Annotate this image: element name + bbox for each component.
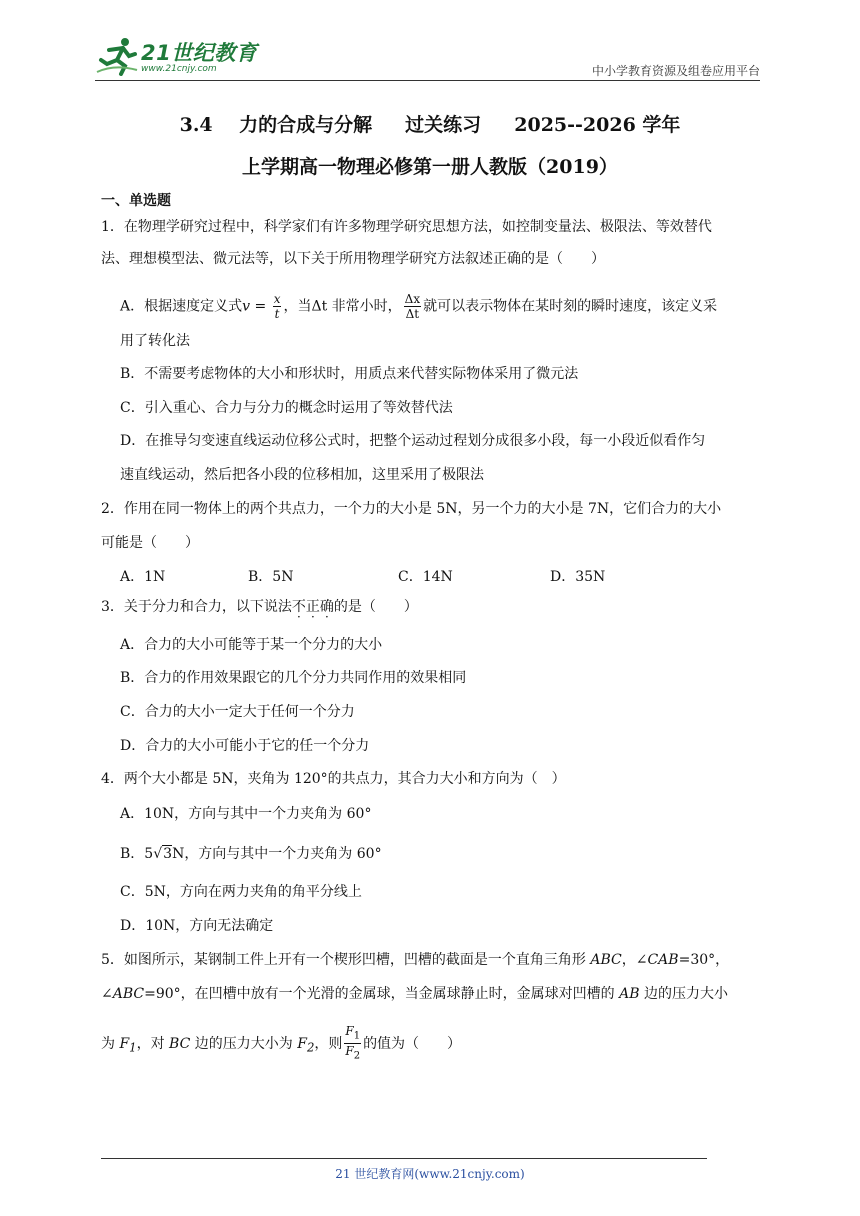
- q5-l3-pre: 为: [101, 1035, 120, 1052]
- q5-l3-f1: F: [119, 1035, 130, 1052]
- q1-a-post: 就可以表示物体在某时刻的瞬时速度，该定义采: [423, 298, 718, 315]
- q5-l3-post: 的值为（ ）: [363, 1035, 462, 1052]
- q1-a-dx: Δx: [404, 292, 421, 306]
- q4-b-label: B．: [120, 846, 145, 862]
- q5-l2-abc: ABC: [112, 986, 145, 1002]
- q5-l3-f2-sub: 2: [306, 1040, 315, 1055]
- q1-a-denominator: t: [274, 307, 280, 321]
- logo-url: www.21cnjy.com: [141, 64, 217, 74]
- q5-stem-line-3: [101, 1024, 461, 1064]
- header-divider: [95, 80, 760, 81]
- q1-a-mid2: 非常小时，: [327, 298, 402, 315]
- q2-option-b: B．5N: [248, 569, 294, 585]
- q3-emphasis-1: 不: [291, 599, 306, 615]
- q4-b-text: N，方向与其中一个力夹角为 60°: [172, 846, 382, 862]
- q5-frac-den-sub: 2: [353, 1050, 361, 1062]
- q5-frac-num-f: F: [345, 1024, 354, 1038]
- q4-option-d: D．10N，方向无法确定: [120, 918, 274, 934]
- q3-stem-pre: 3．关于分力和合力，以下说法: [101, 599, 292, 615]
- q1-a-fraction-x-t: [273, 292, 282, 321]
- q3-option-c: C．合力的大小一定大于任何一个分力: [120, 704, 355, 720]
- q5-l3-bc: BC: [169, 1035, 191, 1052]
- q1-option-a: [120, 292, 717, 321]
- q4-b-coefficient: 5: [144, 846, 154, 862]
- q5-l1-text: 5．如图所示，某钢制工件上开有一个楔形凹槽，凹槽的截面是一个直角三角形: [101, 952, 591, 968]
- q3-option-b: B．合力的作用效果跟它的几个分力共同作用的效果相同: [120, 670, 467, 686]
- q5-l3-fraction: [344, 1024, 361, 1064]
- q1-option-b: B．不需要考虑物体的大小和形状时，用质点来代替实际物体采用了微元法: [120, 366, 579, 382]
- q5-stem-line-1: [101, 952, 729, 968]
- runner-logo-icon: [95, 36, 139, 76]
- q2-option-c: C．14N: [398, 569, 453, 585]
- q1-a-eq: =: [250, 298, 271, 315]
- header-platform-text: 中小学教育资源及组卷应用平台: [591, 64, 760, 78]
- logo-text: 21世纪教育: [141, 41, 258, 65]
- q5-frac-den-f: F: [345, 1044, 354, 1059]
- q3-option-a: A．合力的大小可能等于某一个分力的大小: [120, 637, 383, 653]
- footer-text: 21 世纪教育网(www.21cnjy.com): [335, 1167, 525, 1181]
- q4-option-b: [120, 846, 382, 862]
- q5-l3-f1-sub: 1: [129, 1040, 137, 1055]
- footer-divider: [101, 1158, 707, 1159]
- q4-option-a: A．10N，方向与其中一个力夹角为 60°: [120, 806, 372, 822]
- q5-frac-num-sub: 1: [353, 1030, 361, 1042]
- q5-l2-ab: AB: [619, 986, 640, 1002]
- q5-l1-abc: ABC: [590, 952, 622, 968]
- q2-stem-line-1: 2．作用在同一物体上的两个共点力，一个力的大小是 5N，另一个力的大小是 7N，它们合力的大小: [101, 501, 722, 517]
- q5-l1-cab: CAB: [647, 952, 679, 968]
- q1-a-text: A．根据速度定义式: [120, 298, 243, 315]
- q1-option-c: C．引入重心、合力与分力的概念时运用了等效替代法: [120, 400, 453, 416]
- q1-a-fraction-dx-dt: [404, 292, 421, 321]
- q2-stem-line-2: 可能是（ ）: [101, 535, 199, 551]
- q5-l3-f2: F: [297, 1035, 307, 1052]
- q3-emphasis-2: 正: [305, 599, 320, 615]
- q1-a-mid1: ，当: [283, 298, 312, 315]
- page-header: [95, 36, 760, 82]
- q4-stem: 4．两个大小都是 5N，夹角为 120°的共点力，其合力大小和方向为（ ）: [101, 771, 566, 787]
- q3-emphasis-3: 确: [319, 599, 334, 615]
- q1-option-a-line-2: 用了转化法: [120, 333, 190, 349]
- q1-option-d-line-1: D．在推导匀变速直线运动位移公式时，把整个运动过程划分成很多小段，每一小段近似看作匀: [120, 433, 706, 449]
- q5-frac-denominator: [344, 1044, 361, 1063]
- q3-stem: [101, 599, 418, 615]
- q1-a-dt2: Δt: [405, 307, 420, 321]
- q3-option-d: D．合力的大小可能小于它的任一个分力: [120, 738, 370, 754]
- q5-l1-post: =30°，: [678, 952, 730, 968]
- q1-a-dt: Δt: [311, 298, 328, 315]
- title-line-2: 上学期高一物理必修第一册人教版（2019）: [242, 156, 618, 178]
- q1-a-v: v: [242, 298, 251, 315]
- q5-l3-mid: ，对: [136, 1035, 170, 1052]
- q5-l2-post: 边的压力大小: [639, 986, 728, 1002]
- q5-l3-mid3: ，则: [314, 1035, 343, 1052]
- q5-l2-angle: ∠: [101, 986, 113, 1002]
- section-heading: 一、单选题: [101, 193, 171, 209]
- q1-stem-line-1: 1．在物理学研究过程中，科学家们有许多物理学研究思想方法，如控制变量法、极限法、等效替代: [101, 219, 712, 235]
- q1-a-numerator: x: [273, 292, 281, 306]
- q1-option-d-line-2: 速直线运动，然后把各小段的位移相加，这里采用了极限法: [120, 467, 484, 483]
- q5-l1-angle: ，∠: [621, 952, 648, 968]
- logo: [95, 36, 257, 76]
- q1-stem-line-2: 法、理想模型法、微元法等，以下关于所用物理学研究方法叙述正确的是（ ）: [101, 251, 605, 267]
- q5-frac-numerator: [344, 1024, 361, 1044]
- q4-b-radicand: 3: [163, 846, 173, 862]
- q2-option-d: D．35N: [550, 569, 606, 585]
- q4-option-c: C．5N，方向在两力夹角的角平分线上: [120, 884, 362, 900]
- q5-stem-line-2: [101, 986, 728, 1002]
- q5-l2-text: =90°，在凹槽中放有一个光滑的金属球，当金属球静止时，金属球对凹槽的: [144, 986, 620, 1002]
- q3-stem-post: 的是（ ）: [333, 599, 418, 615]
- title-line-1: 3.4 力的合成与分解 过关练习 2025--2026 学年: [179, 114, 681, 136]
- q2-option-a: A．1N: [120, 569, 166, 585]
- q4-b-radical-sign: √: [153, 846, 163, 862]
- q5-l3-mid2: 边的压力大小为: [190, 1035, 298, 1052]
